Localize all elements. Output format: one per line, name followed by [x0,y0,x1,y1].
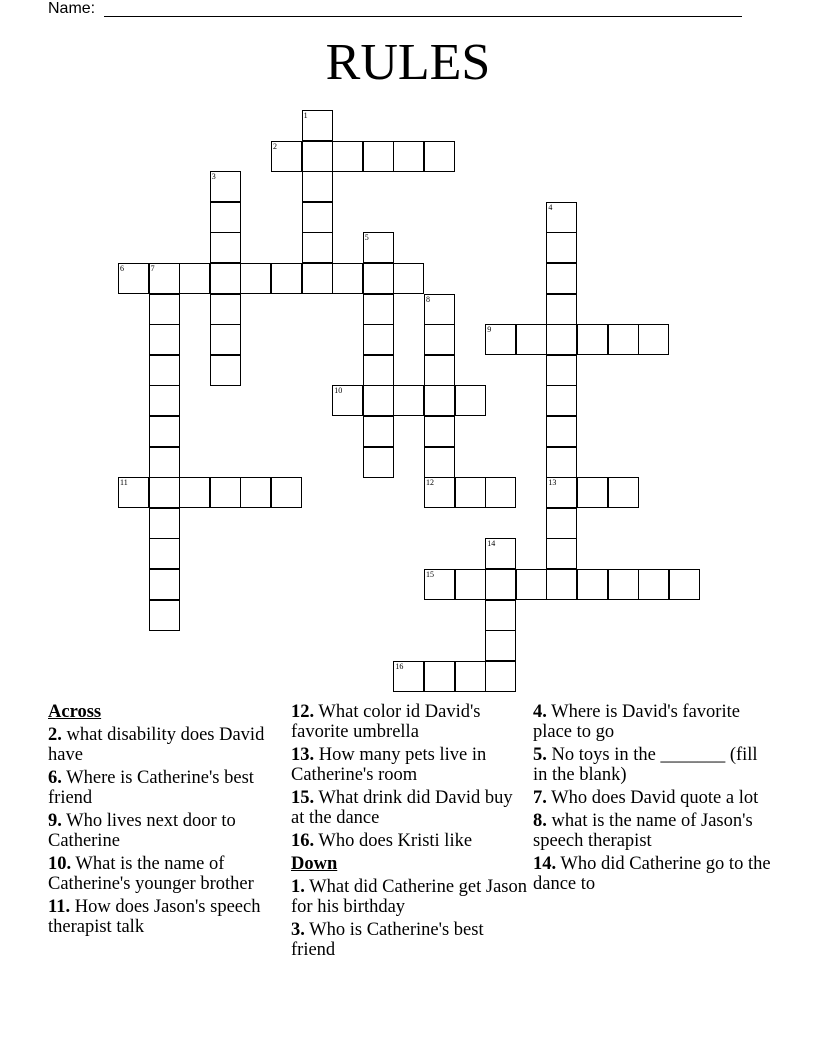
grid-cell[interactable] [210,171,241,202]
grid-cell[interactable] [546,324,577,355]
cell-number: 14 [487,539,496,549]
clue-down-7: 7. Who does David quote a lot [533,788,759,808]
clues-column-2 [291,702,527,963]
grid-cell[interactable] [455,569,486,600]
grid-cell[interactable] [546,447,577,478]
grid-cell[interactable] [149,416,180,447]
grid-cell[interactable] [424,141,455,172]
grid-cell[interactable] [424,385,455,416]
clue-down-14: 14. Who did Catherine go to the dance to [533,854,771,894]
grid-cell[interactable] [393,141,424,172]
cell-number: 10 [334,386,343,396]
grid-cell[interactable] [118,477,149,508]
cell-number: 11 [120,478,128,488]
grid-cell[interactable] [516,324,547,355]
grid-cell[interactable] [271,141,302,172]
grid-cell[interactable] [240,477,271,508]
grid-cell[interactable] [210,477,241,508]
cell-number: 7 [150,264,155,273]
grid-cell[interactable] [363,355,394,386]
grid-cell[interactable] [546,538,577,569]
cell-number: 4 [548,202,553,212]
grid-cell[interactable] [577,324,608,355]
grid-cell[interactable] [210,294,241,325]
grid-cell[interactable] [363,324,394,355]
grid-cell[interactable] [210,355,241,386]
grid-cell[interactable] [149,324,180,355]
cell-number: 5 [364,233,369,243]
clue-across-13: 13. How many pets live in Catherine's room [291,745,487,785]
grid-cell[interactable] [546,202,577,233]
grid-cell[interactable] [424,324,455,355]
grid-cell[interactable] [149,600,180,631]
clue-down-8: 8. what is the name of Jason's speech therapist [533,811,753,851]
cell-number: 15 [426,570,434,579]
grid-cell[interactable] [271,263,302,294]
cell-number: 13 [548,478,557,488]
clue-across-9: 9. Who lives next door to Catherine [48,811,236,851]
grid-cell[interactable] [302,110,333,141]
cell-number: 1 [303,111,308,120]
grid-cell[interactable] [302,232,333,263]
grid-cell[interactable] [546,477,577,508]
grid-cell[interactable] [424,355,455,386]
grid-cell[interactable] [546,294,577,325]
grid-cell[interactable] [608,569,639,600]
grid-cell[interactable] [118,263,149,294]
grid-cell[interactable] [393,661,424,692]
name-label: Name: [48,0,96,17]
grid-cell[interactable] [485,324,516,355]
grid-cell[interactable] [485,538,516,569]
grid-cell[interactable] [210,232,241,263]
grid-cell[interactable] [210,263,241,294]
grid-cell[interactable] [210,202,241,233]
puzzle-title: RULES [325,34,491,91]
cell-number: 2 [273,141,277,151]
grid-cell[interactable] [608,477,639,508]
grid-cell[interactable] [546,232,577,263]
grid-cell[interactable] [302,141,333,172]
clue-across-11: 11. How does Jason's speech therapist talk [48,897,261,937]
grid-cell[interactable] [393,385,424,416]
grid-cell[interactable] [363,141,394,172]
grid-cell[interactable] [485,569,516,600]
grid-cell[interactable] [485,477,516,508]
grid-cell[interactable] [546,385,577,416]
grid-cell[interactable] [546,508,577,539]
grid-cell[interactable] [363,447,394,478]
clues-column-1 [48,702,284,940]
clues-column-3 [533,702,773,897]
grid-cell[interactable] [332,385,363,416]
grid-cell[interactable] [149,447,180,478]
grid-cell[interactable] [363,294,394,325]
grid-cell[interactable] [669,569,700,600]
grid-cell[interactable] [363,263,394,294]
clue-across-15: 15. What drink did David buy at the dance [291,788,513,828]
grid-cell[interactable] [271,477,302,508]
grid-cell[interactable] [149,355,180,386]
cell-number: 8 [426,294,430,304]
grid-cell[interactable] [577,477,608,508]
clue-down-5: 5. No toys in the _______ (fill in the blank) [533,745,758,785]
grid-cell[interactable] [485,630,516,661]
down-heading: Down [291,854,338,874]
grid-cell[interactable] [424,477,455,508]
cell-number: 16 [395,661,404,671]
grid-cell[interactable] [638,324,669,355]
grid-cell[interactable] [516,569,547,600]
grid-cell[interactable] [638,569,669,600]
grid-cell[interactable] [546,355,577,386]
clue-across-12: 12. What color id David's favorite umbrella [291,702,481,742]
cell-number: 6 [120,264,124,273]
clue-across-16: 16. Who does Kristi like [291,831,473,851]
grid-cell[interactable] [485,661,516,692]
grid-cell[interactable] [149,263,180,294]
clue-down-4: 4. Where is David's favorite place to go [533,702,740,742]
grid-cell[interactable] [546,263,577,294]
clue-across-10: 10. What is the name of Catherine's younger brother [48,854,254,894]
grid-cell[interactable] [149,538,180,569]
clue-down-1: 1. What did Catherine get Jason for his birthday [291,877,527,917]
grid-cell[interactable] [546,416,577,447]
grid-cell[interactable] [302,171,333,202]
grid-cell[interactable] [179,477,210,508]
grid-cell[interactable] [393,263,424,294]
across-heading: Across [48,702,102,722]
grid-cell[interactable] [149,294,180,325]
grid-cell[interactable] [332,141,363,172]
grid-cell[interactable] [363,385,394,416]
grid-cell[interactable] [455,477,486,508]
grid-cell[interactable] [546,569,577,600]
grid-cell[interactable] [485,600,516,631]
grid-cell[interactable] [240,263,271,294]
grid-cell[interactable] [455,385,486,416]
grid-cell[interactable] [424,416,455,447]
grid-cell[interactable] [149,477,180,508]
grid-cell[interactable] [424,294,455,325]
cell-number: 9 [487,325,492,335]
cell-number: 12 [426,478,434,488]
grid-cell[interactable] [577,569,608,600]
grid-cell[interactable] [363,232,394,263]
grid-cell[interactable] [424,447,455,478]
grid-cell[interactable] [608,324,639,355]
clue-across-2: 2. what disability does David have [48,725,265,765]
grid-cell[interactable] [332,263,363,294]
grid-cell[interactable] [363,416,394,447]
grid-cell[interactable] [210,324,241,355]
grid-cell[interactable] [424,569,455,600]
grid-cell[interactable] [302,263,333,294]
grid-cell[interactable] [149,385,180,416]
clue-down-3: 3. Who is Catherine's best friend [291,920,484,960]
clue-across-6: 6. Where is Catherine's best friend [48,768,254,808]
grid-cell[interactable] [149,508,180,539]
grid-cell[interactable] [179,263,210,294]
grid-cell[interactable] [424,661,455,692]
grid-cell[interactable] [302,202,333,233]
grid-cell[interactable] [149,569,180,600]
cell-number: 3 [211,172,216,182]
grid-cell[interactable] [455,661,486,692]
